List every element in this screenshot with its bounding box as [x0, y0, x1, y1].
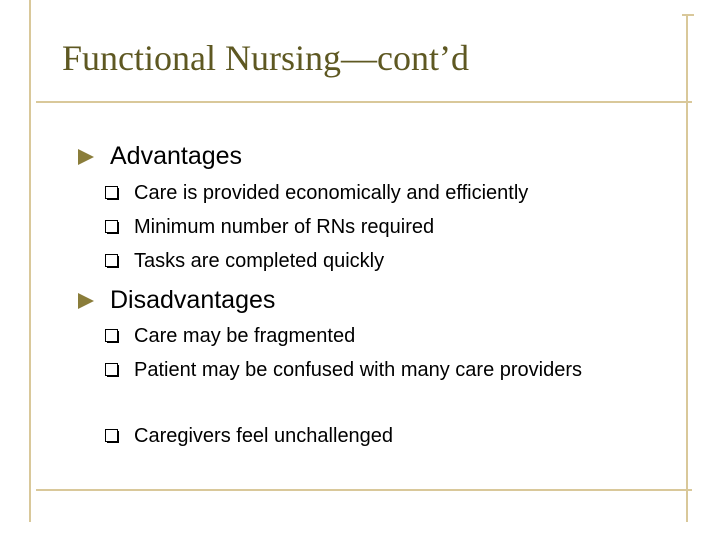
square-bullet-icon [105, 363, 119, 377]
list-item [105, 358, 634, 382]
section-heading-advantages: Advantages [110, 142, 243, 170]
square-bullet-icon [105, 254, 119, 268]
list-item-text: Tasks are completed quickly [134, 250, 385, 272]
footer-rule [36, 489, 692, 491]
square-bullet-icon [105, 329, 119, 343]
list-item [105, 215, 674, 239]
section-heading-disadvantages: Disadvantages [110, 286, 276, 314]
triangle-bullet-icon [78, 293, 94, 309]
slide-title: Functional Nursing—cont’d [62, 38, 469, 78]
bullet-advantages [78, 141, 242, 171]
list-item [105, 181, 674, 205]
square-bullet-icon [105, 429, 119, 443]
list-item-text: Patient may be confused with many care providers [134, 359, 582, 381]
square-bullet-icon [105, 220, 119, 234]
list-item-text: Care may be fragmented [134, 325, 356, 347]
list-item-text: Minimum number of RNs required [134, 216, 435, 238]
square-bullet-icon [105, 186, 119, 200]
list-item-text: Caregivers feel unchallenged [134, 425, 394, 447]
list-item [105, 424, 674, 448]
bullet-disadvantages [78, 285, 275, 315]
list-item [105, 249, 674, 273]
list-item-text: Care is provided economically and efficiently [134, 182, 529, 204]
list-item [105, 324, 674, 348]
triangle-bullet-icon [78, 149, 94, 165]
